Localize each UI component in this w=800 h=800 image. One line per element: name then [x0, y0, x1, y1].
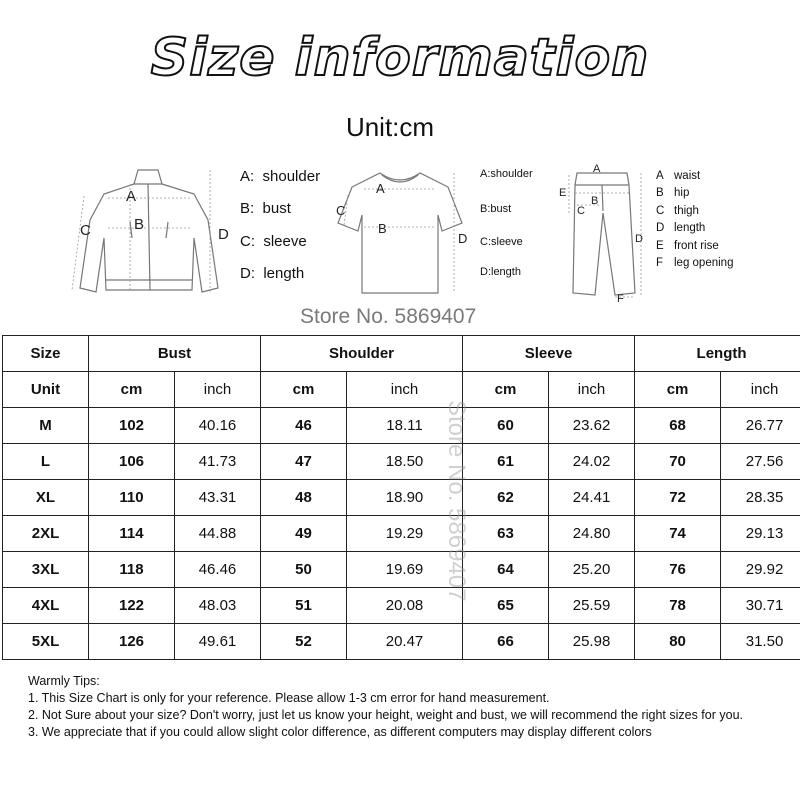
table-row	[3, 516, 800, 552]
jacket-legend-item: C: sleeve	[240, 233, 307, 250]
tshirt-diagram	[330, 165, 470, 300]
value-cell: 80	[635, 624, 721, 660]
value-cell: 46.46	[175, 552, 261, 588]
pants-label-f: F	[617, 293, 624, 305]
pants-label-b: B	[591, 195, 599, 207]
value-cell: 25.20	[549, 552, 635, 588]
pants-legend-item: D length	[656, 222, 706, 234]
value-cell: 40.16	[175, 408, 261, 444]
value-cell: 49.61	[175, 624, 261, 660]
tshirt-legend-item: A:shoulder	[480, 168, 533, 180]
value-cell: 76	[635, 552, 721, 588]
tshirt-label-a: A	[376, 181, 385, 196]
value-cell: 49	[261, 516, 347, 552]
unit-cell: inch	[549, 372, 635, 408]
value-cell: 24.02	[549, 444, 635, 480]
value-cell: 64	[463, 552, 549, 588]
header-sleeve: Sleeve	[463, 336, 635, 372]
size-cell: M	[3, 408, 89, 444]
pants-legend-item: F leg opening	[656, 257, 734, 269]
pants-legend-item: E front rise	[656, 240, 719, 252]
size-cell: L	[3, 444, 89, 480]
value-cell: 20.08	[347, 588, 463, 624]
value-cell: 78	[635, 588, 721, 624]
jacket-label-c: C	[80, 222, 91, 239]
value-cell: 19.29	[347, 516, 463, 552]
jacket-legend-item: A: shoulder	[240, 168, 321, 185]
value-cell: 48	[261, 480, 347, 516]
tshirt-illustration	[330, 165, 470, 300]
value-cell: 24.80	[549, 516, 635, 552]
header-shoulder: Shoulder	[261, 336, 463, 372]
value-cell: 66	[463, 624, 549, 660]
tshirt-legend-item: C:sleeve	[480, 236, 523, 248]
tips-section	[28, 673, 743, 741]
table-unit-row	[3, 372, 800, 408]
value-cell: 51	[261, 588, 347, 624]
value-cell: 47	[261, 444, 347, 480]
value-cell: 70	[635, 444, 721, 480]
header-length: Length	[635, 336, 800, 372]
value-cell: 114	[89, 516, 175, 552]
tip-item: 3. We appreciate that if you could allow slight color difference, as different computers may display different colors	[28, 725, 652, 739]
value-cell: 110	[89, 480, 175, 516]
value-cell: 20.47	[347, 624, 463, 660]
value-cell: 44.88	[175, 516, 261, 552]
watermark-text: Store No. 5869407	[443, 400, 470, 602]
size-cell: 5XL	[3, 624, 89, 660]
value-cell: 48.03	[175, 588, 261, 624]
value-cell: 72	[635, 480, 721, 516]
unit-cell: cm	[261, 372, 347, 408]
value-cell: 65	[463, 588, 549, 624]
value-cell: 43.31	[175, 480, 261, 516]
page-title: Size information	[150, 28, 650, 88]
table-row	[3, 624, 800, 660]
value-cell: 18.11	[347, 408, 463, 444]
table-row	[3, 480, 800, 516]
unit-cell: inch	[347, 372, 463, 408]
unit-cell: cm	[463, 372, 549, 408]
pants-diagram	[555, 165, 650, 305]
table-row	[3, 588, 800, 624]
pants-legend-item: C thigh	[656, 205, 699, 217]
jacket-legend-item: B: bust	[240, 200, 291, 217]
tshirt-label-c: C	[336, 203, 346, 218]
value-cell: 52	[261, 624, 347, 660]
size-table	[2, 335, 800, 660]
jacket-label-a: A	[126, 188, 137, 205]
header-size: Size	[3, 336, 89, 372]
pants-label-c: C	[577, 205, 585, 217]
jacket-legend-item: D: length	[240, 265, 305, 282]
value-cell: 68	[635, 408, 721, 444]
value-cell: 61	[463, 444, 549, 480]
unit-cell: inch	[721, 372, 800, 408]
jacket-label-b: B	[134, 216, 145, 233]
value-cell: 27.56	[721, 444, 800, 480]
pants-legend-item: A waist	[656, 170, 701, 182]
value-cell: 126	[89, 624, 175, 660]
size-cell: 3XL	[3, 552, 89, 588]
value-cell: 23.62	[549, 408, 635, 444]
unit-cell: inch	[175, 372, 261, 408]
value-cell: 30.71	[721, 588, 800, 624]
value-cell: 28.35	[721, 480, 800, 516]
jacket-diagram	[60, 160, 240, 305]
value-cell: 19.69	[347, 552, 463, 588]
pants-label-d: D	[635, 233, 643, 245]
value-cell: 31.50	[721, 624, 800, 660]
table-row	[3, 552, 800, 588]
value-cell: 25.98	[549, 624, 635, 660]
pants-legend-item: B hip	[656, 187, 690, 199]
pants-label-e: E	[559, 187, 567, 199]
value-cell: 122	[89, 588, 175, 624]
value-cell: 29.92	[721, 552, 800, 588]
value-cell: 74	[635, 516, 721, 552]
jacket-label-d: D	[218, 226, 229, 243]
table-row	[3, 408, 800, 444]
header-bust: Bust	[89, 336, 261, 372]
table-header-row	[3, 336, 800, 372]
tip-item: 2. Not Sure about your size? Don't worry, just let us know your height, weight and bust, we will recommend the right sizes for you.	[28, 708, 743, 722]
unit-cell: cm	[89, 372, 175, 408]
tshirt-label-d: D	[458, 231, 468, 246]
value-cell: 18.90	[347, 480, 463, 516]
value-cell: 106	[89, 444, 175, 480]
value-cell: 24.41	[549, 480, 635, 516]
tips-heading: Warmly Tips:	[28, 674, 100, 688]
value-cell: 102	[89, 408, 175, 444]
header-unit: Unit	[3, 372, 89, 408]
value-cell: 118	[89, 552, 175, 588]
size-cell: 2XL	[3, 516, 89, 552]
value-cell: 50	[261, 552, 347, 588]
value-cell: 18.50	[347, 444, 463, 480]
unit-cell: cm	[635, 372, 721, 408]
value-cell: 60	[463, 408, 549, 444]
table-row	[3, 444, 800, 480]
tip-item: 1. This Size Chart is only for your reference. Please allow 1-3 cm error for hand measurement.	[28, 691, 550, 705]
pants-label-a: A	[593, 163, 601, 175]
value-cell: 26.77	[721, 408, 800, 444]
tshirt-legend-item: B:bust	[480, 203, 512, 215]
value-cell: 46	[261, 408, 347, 444]
tshirt-legend-item: D:length	[480, 266, 521, 278]
tshirt-label-b: B	[378, 221, 387, 236]
size-cell: XL	[3, 480, 89, 516]
value-cell: 63	[463, 516, 549, 552]
store-number: Store No. 5869407	[300, 305, 477, 328]
value-cell: 62	[463, 480, 549, 516]
unit-label: Unit:cm	[345, 112, 435, 142]
value-cell: 25.59	[549, 588, 635, 624]
size-cell: 4XL	[3, 588, 89, 624]
value-cell: 41.73	[175, 444, 261, 480]
value-cell: 29.13	[721, 516, 800, 552]
